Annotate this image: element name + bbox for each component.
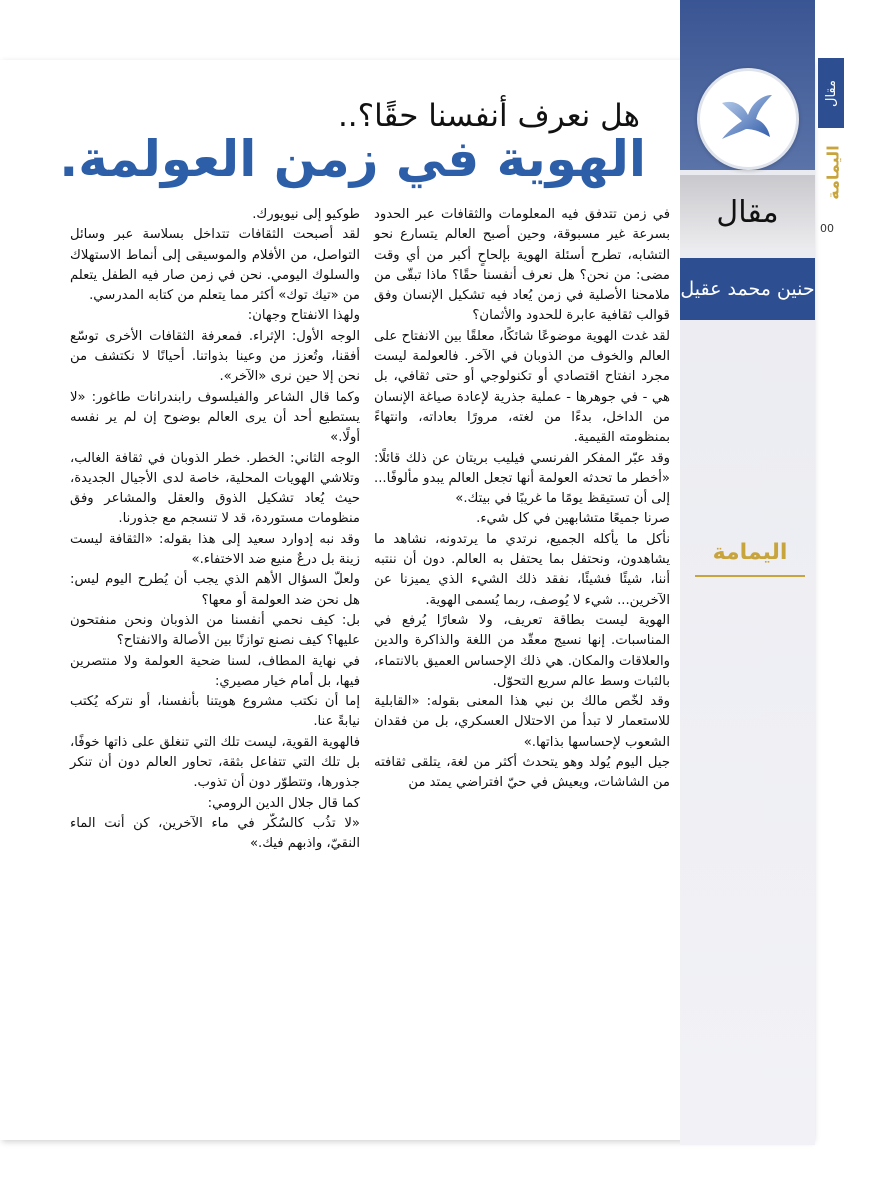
dove-icon	[718, 89, 774, 145]
paragraph: لقد غدت الهوية موضوعًا شائكًا، معلقًا بين الانفتاح على العالم والخوف من الذوبان في الآخر. فالعولمة ليست مجرد انفتاح اقتصادي أو تكنولوجي أو حتى ثقافي، بل هي - في جوهرها - عملية جذرية لإعادة صياغة الإنسان من الداخل، بدءًا من لغته، مرورًا بعاداته، وانتهاءً بمنظومته القيمية.	[374, 328, 670, 446]
side-brand-logo: اليمامة	[712, 540, 788, 565]
paragraph: الوجه الثاني: الخطر. خطر الذوبان في ثقافة الغالب، وتلاشي الهويات المحلية، خاصة لدى الأجيال الجديدة، حيث يُعاد تشكيل الذوق والعقل والمشاعر وفق منظومات مستوردة، قد لا تنسجم مع جذورنا.	[70, 450, 360, 527]
paragraph: كما قال جلال الدين الرومي:	[207, 795, 360, 811]
paragraph: صرنا جميعًا متشابهين في كل شيء.	[476, 511, 670, 527]
author-name: حنين محمد عقيل	[680, 277, 815, 300]
paragraph: وقد لخّص مالك بن نبي هذا المعنى بقوله: «القابلية للاستعمار لا تبدأ من الاحتلال العسكري، بل من فقدان الشعوب لإحساسها بذاتها.»	[374, 694, 670, 750]
paragraph: جيل اليوم يُولد وهو يتحدث أكثر من لغة، يتلقى ثقافته من الشاشات، ويعيش في حيّ افتراضي يمتد من	[374, 755, 670, 791]
paragraph: ولهذا الانفتاح وجهان:	[247, 308, 360, 324]
edge-brand-name: اليمامة	[823, 144, 843, 200]
paragraph: في زمن تتدفق فيه المعلومات والثقافات عبر الحدود بسرعة غير مسبوقة، وحين أصبح العالم يتسارع نحو التشابه، تطرح أسئلة الهوية بإلحاحٍ أكبر من أي وقت مضى: من نحن؟ هل نعرف أنفسنا حقًا؟ ماذا تبقّى من ملامحنا الأصلية في زمن يُعاد فيه تشكيل الإنسان وفق قوالب ثقافية عابرة للحدود والأثمان؟	[374, 207, 670, 324]
paragraph: ولعلّ السؤال الأهم الذي يجب أن يُطرح اليوم ليس: هل نحن ضد العولمة أو معها؟	[70, 572, 360, 608]
edge-section-label: مقال	[823, 79, 839, 107]
article-column-right	[374, 205, 670, 794]
logo-badge	[697, 68, 799, 170]
paragraph: الهوية ليست بطاقة تعريف، ولا شعارًا يُرفع في المناسبات. إنها نسيج معقّد من اللغة والذاكرة والدين والعلاقات والمكان. هي ذلك الإحساس العميق بالانتماء، بالثبات وسط عالم سريع التحوّل.	[374, 612, 670, 689]
paragraph: وكما قال الشاعر والفيلسوف رابندرانات طاغور: «لا يستطيع أحد أن يرى العالم بوضوح إن لم ير نفسه أولًا.»	[70, 389, 360, 446]
section-title: مقال	[716, 195, 779, 230]
paragraph: إما أن نكتب مشروع هويتنا بأنفسنا، أو نتركه يُكتب نيابةً عنا.	[70, 694, 360, 730]
page-number: 00	[820, 222, 834, 235]
paragraph: الوجه الأول: الإثراء. فمعرفة الثقافات الأخرى توسّع أفقنا، وتُعزز من وعينا بذواتنا. أحيانًا لا نكتشف من نحن إلا حين نرى «الآخر».	[70, 328, 360, 385]
section-header	[680, 175, 815, 250]
article-column-left	[70, 205, 360, 855]
paragraph: فالهوية القوية، ليست تلك التي تنغلق على ذاتها خوفًا، بل تلك التي تتفاعل بثقة، تحاور العالم دون أن تنكر جذورها، وتتطوّر دون أن تذوب.	[70, 734, 360, 791]
article-headline: الهوية في زمن العولمة.	[59, 130, 646, 188]
paragraph: وقد نبه إدوارد سعيد إلى هذا بقوله: «الثقافة ليست زينة بل درعٌ منيع ضد الاختفاء.»	[70, 531, 360, 568]
paragraph: نأكل ما يأكله الجميع، نرتدي ما يرتدونه، نشاهد ما يشاهدون، ونحتفل بما يحتفل به العالم. دون أن ننتبه أننا، شيئًا فشيئًا، نفقد ذلك الشيء الذي يميزنا عن الآخرين... شيء لا يُوصف، ربما يُسمى الهوية.	[374, 531, 670, 608]
paragraph: بل: كيف نحمي أنفسنا من الذوبان ونحن منفتحون عليها؟ كيف نصنع توازنًا بين الأصالة والانفتاح؟	[70, 612, 360, 649]
side-strip	[680, 0, 815, 1145]
paragraph: وقد عبّر المفكر الفرنسي فيليب بريتان عن ذلك قائلًا: «أخطر ما تحدثه العولمة أنها تجعل العالم يبدو مألوفًا... إلى أن تستيقظ يومًا ما غريبًا في بيتك.»	[374, 450, 670, 507]
author-byline	[680, 258, 815, 320]
paragraph: في نهاية المطاف، لسنا ضحية العولمة ولا منتصرين فيها، بل أمام خيار مصيري:	[70, 653, 360, 689]
paragraph: طوكيو إلى نيويورك.	[252, 207, 360, 222]
article-kicker: هل نعرف أنفسنا حقًا؟..	[337, 98, 640, 134]
paragraph: «لا تذُب كالسُكّر في ماء الآخرين، كن أنت الماء النقيّ، واذبهم فيك.»	[70, 815, 360, 852]
paragraph: لقد أصبحت الثقافات تتداخل بسلاسة عبر وسائل التواصل، من الأفلام والموسيقى إلى أنماط الاستهلاك والسلوك اليومي. نحن في زمن صار فيه الطفل يتعلم من «تيك توك» أكثر مما يتعلم من كتابه المدرسي.	[70, 227, 360, 304]
edge-brand-logo	[822, 132, 844, 212]
edge-section-tab	[818, 58, 844, 128]
side-brand-rule	[695, 575, 805, 577]
